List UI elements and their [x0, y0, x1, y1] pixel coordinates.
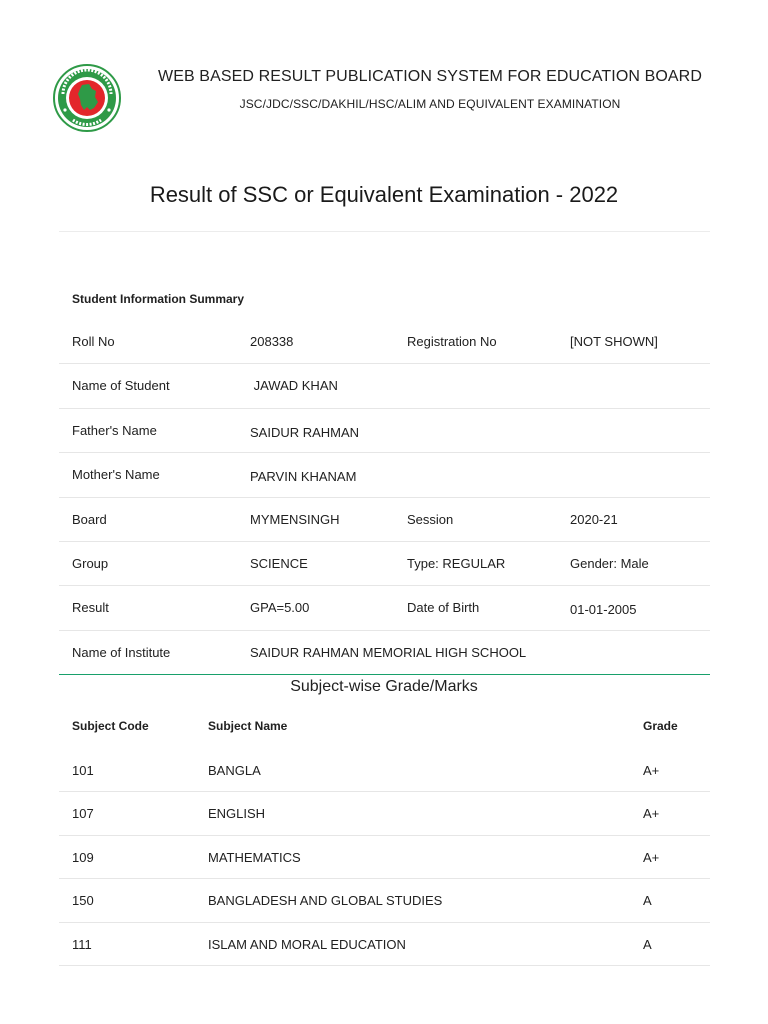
info-value: SCIENCE — [250, 555, 308, 571]
subject-grade: A — [643, 893, 652, 909]
subject-grade: A+ — [643, 763, 660, 778]
info-label: Mother's Name — [72, 467, 160, 483]
info-value: GPA=5.00 — [250, 600, 310, 616]
subject-name: ISLAM AND MORAL EDUCATION — [208, 936, 406, 952]
subject-code: 101 — [72, 763, 94, 778]
subject-grade: A+ — [643, 806, 660, 822]
info-row-mother-name — [59, 453, 710, 497]
info-row-group — [59, 542, 710, 586]
info-value: 01-01-2005 — [570, 602, 637, 618]
info-value: 2020-21 — [570, 511, 618, 527]
subject-code: 111 — [72, 936, 92, 952]
info-label: Name of Student — [72, 378, 170, 394]
info-value: Type: REGULAR — [407, 555, 506, 571]
info-value: 208338 — [250, 334, 294, 349]
info-label: Date of Birth — [407, 600, 480, 616]
column-header-name: Subject Name — [208, 719, 288, 733]
table-row — [59, 749, 710, 792]
info-row-result — [59, 586, 710, 630]
subject-name: ENGLISH — [208, 806, 266, 822]
divider — [59, 231, 710, 232]
table-row — [59, 879, 710, 922]
info-label: Father's Name — [72, 422, 157, 438]
student-info-table — [59, 320, 710, 675]
info-value: [NOT SHOWN] — [570, 334, 658, 349]
info-label: Roll No — [72, 334, 115, 349]
info-value: SAIDUR RAHMAN MEMORIAL HIGH SCHOOL — [250, 644, 527, 660]
subjects-table-header — [59, 705, 710, 749]
info-label: Registration No — [407, 334, 497, 349]
table-row — [59, 923, 710, 966]
subject-name: BANGLADESH AND GLOBAL STUDIES — [208, 893, 443, 909]
info-label: Session — [407, 511, 454, 527]
info-value: SAIDUR RAHMAN — [250, 424, 360, 440]
info-label: Board — [72, 511, 107, 527]
info-value: MYMENSINGH — [250, 511, 340, 527]
system-subtitle: JSC/JDC/SSC/DAKHIL/HSC/ALIM AND EQUIVALENT EXAMINATION — [239, 97, 621, 111]
subjects-table — [59, 749, 710, 966]
info-row-institute — [59, 631, 710, 675]
table-row — [59, 836, 710, 879]
subjects-heading: Subject-wise Grade/Marks — [290, 678, 478, 695]
subject-grade: A+ — [643, 849, 660, 865]
subject-code: 109 — [72, 849, 94, 865]
subject-code: 107 — [72, 806, 94, 822]
system-title: WEB BASED RESULT PUBLICATION SYSTEM FOR EDUCATION BOARD — [158, 68, 702, 85]
subject-name: MATHEMATICS — [208, 849, 301, 865]
page-title: Result of SSC or Equivalent Examination - 2022 — [149, 182, 619, 207]
info-label: Group — [72, 555, 109, 571]
table-row — [59, 792, 710, 835]
subject-grade: A — [643, 936, 652, 952]
info-row-roll — [59, 320, 710, 364]
page-header — [0, 0, 768, 150]
info-row-board — [59, 498, 710, 542]
info-value: PARVIN KHANAM — [250, 469, 357, 485]
column-header-code: Subject Code — [72, 719, 149, 733]
government-seal-logo — [53, 64, 121, 132]
summary-heading: Student Information Summary — [72, 292, 245, 306]
info-value: JAWAD KHAN — [250, 378, 338, 394]
info-label: Result — [72, 600, 109, 616]
info-value: Gender: Male — [570, 555, 649, 571]
subject-code: 150 — [72, 893, 94, 909]
info-row-student-name — [59, 364, 710, 408]
subject-name: BANGLA — [208, 763, 261, 778]
info-label: Name of Institute — [72, 644, 171, 660]
info-row-father-name — [59, 409, 710, 453]
column-header-grade: Grade — [643, 719, 678, 733]
